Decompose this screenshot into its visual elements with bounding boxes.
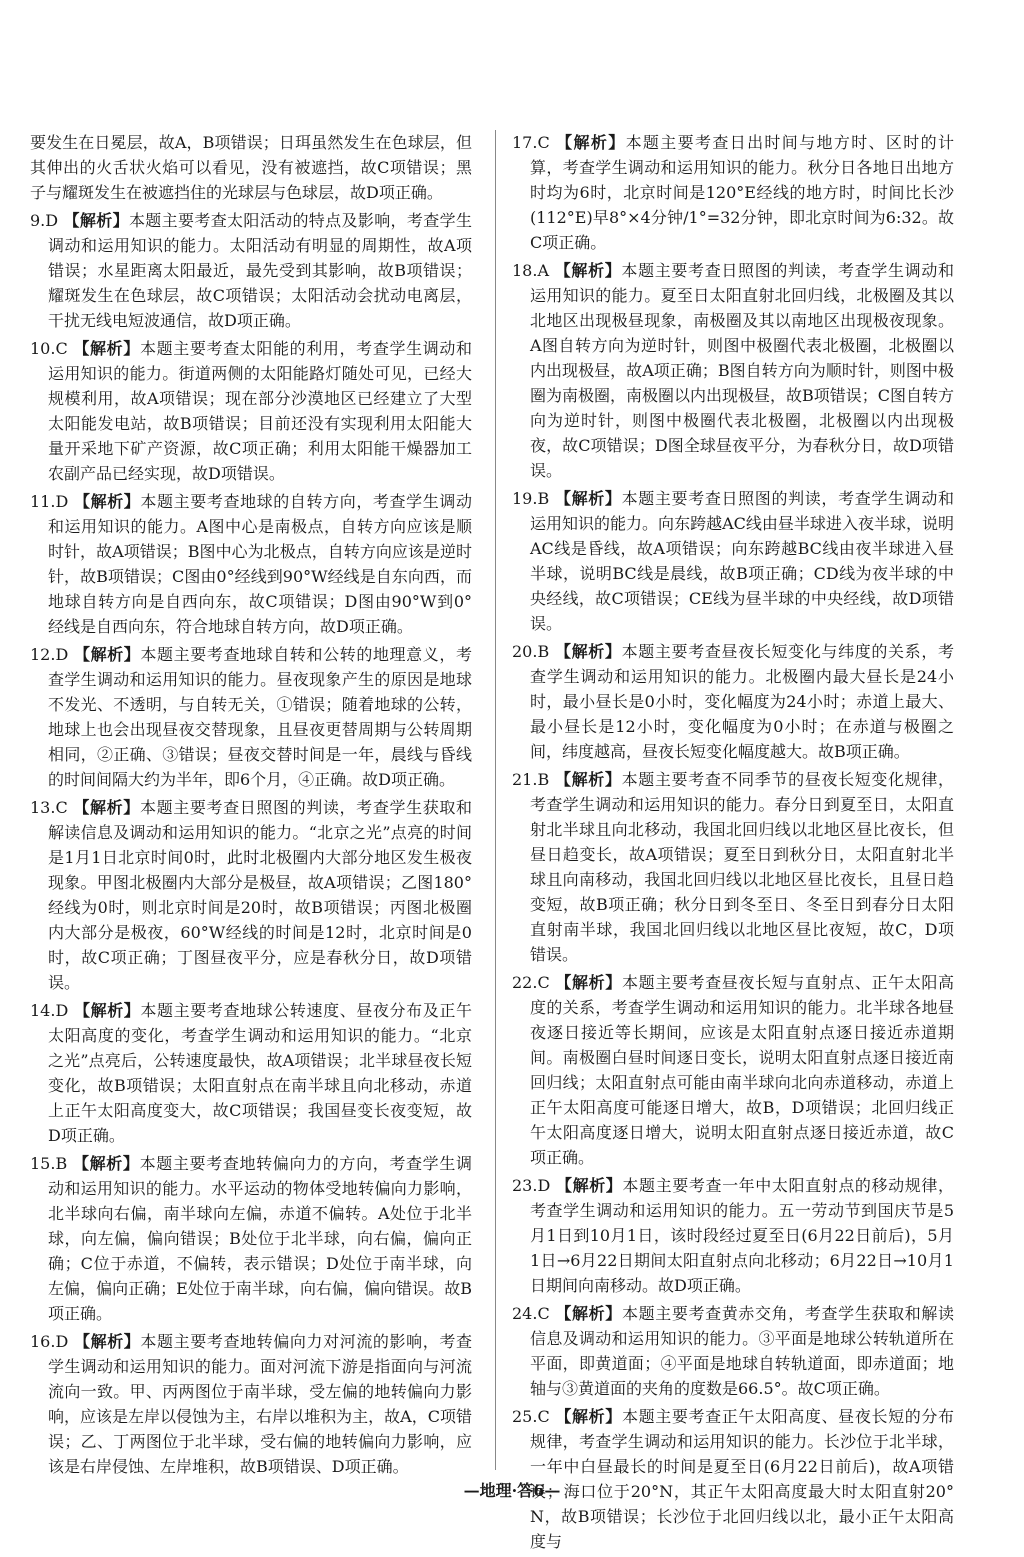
answer-text: 本题主要考查地转偏向力的方向，考查学生调动和运用知识的能力。水平运动的物体受地转偏向力影响，北半球向右偏，南半球向左偏，赤道不偏转。A处位于北半球，向左偏，偏向错误；B处位于北半球，向右偏，偏向正确；C位于赤道，不偏转，表示错误；D处位于南半球，向左偏，偏向正确；E处位于南半球，向右偏，偏向错误。故B项正确。 [48, 1154, 472, 1323]
answer-item [512, 639, 954, 764]
analysis-tag: 【解析】 [555, 1304, 622, 1323]
answer-item [30, 208, 472, 333]
analysis-tag: 【解析】 [73, 492, 141, 511]
answer-item [512, 1301, 954, 1401]
answer-number: 18.A [512, 261, 549, 280]
answer-number: 24.C [512, 1304, 550, 1323]
answer-number: 20.B [512, 642, 550, 661]
answer-number: 25.C [512, 1407, 550, 1426]
answer-text: 本题主要考查地球的自转方向，考查学生调动和运用知识的能力。A图中心是南极点，自转方向应该是顺时针，故A项错误；B图中心为北极点，自转方向应该是逆时针，故B项错误；C图由0°经线到90°W经线是自东向西，而地球自转方向是自西向东，故C项错误；D图由90°W到0°经线是自西向东，符合地球自转方向，故D项正确。 [48, 492, 472, 636]
answer-text: 本题主要考查太阳活动的特点及影响，考查学生调动和运用知识的能力。太阳活动有明显的周期性，故A项错误；水星距离太阳最近，最先受到其影响，故B项错误；耀斑发生在色球层，故C项错误；太阳活动会扰动电离层，干扰无线电短波通信，故D项正确。 [48, 211, 472, 330]
answer-item [30, 642, 472, 792]
analysis-tag: 【解析】 [555, 1176, 623, 1195]
answer-item [512, 486, 954, 636]
answer-item [30, 336, 472, 486]
answer-text: 本题主要考查正午太阳高度、昼夜长短的分布规律，考查学生调动和运用知识的能力。长沙位于北半球，一年中白昼最长的时间是夏至日(6月22日前后)，故A项错误；海口位于20°N，其正午太阳高度最大时太阳直射20°N，故B项错误；长沙位于北回归线以北，最小正午太阳高度与 [530, 1407, 954, 1551]
answer-item [30, 489, 472, 639]
right-column [512, 130, 954, 1557]
answer-number: 16.D [30, 1332, 69, 1351]
answer-text: 本题主要考查地球自转和公转的地理意义，考查学生调动和运用知识的能力。昼夜现象产生的原因是地球不发光、不透明，与自转无关，①错误；随着地球的公转，地球上也会出现昼夜交替现象，且昼夜更替周期与公转周期相同，②正确、③错误；昼夜交替时间是一年，晨线与昏线的时间间隔大约为半年，即6个月，④正确。故D项正确。 [48, 645, 472, 789]
analysis-tag: 【解析】 [73, 339, 140, 358]
answer-text: 本题主要考查日照图的判读，考查学生获取和解读信息及调动和运用知识的能力。“北京之光”点亮的时间是1月1日北京时间0时，此时北极圈内大部分地区发生极夜现象。甲图北极圈内大部分是极昼，故A项错误；乙图180°经线为0时，则北京时间是20时，故B项错误；丙图北极圈内大部分是极夜，60°W经线的时间是12时，北京时间是0时，故C项正确；丁图昼夜平分，应是春秋分日，故D项错误。 [48, 798, 472, 992]
analysis-tag: 【解析】 [555, 973, 622, 992]
left-column [30, 130, 472, 1482]
right-answer-list [512, 130, 954, 1554]
analysis-tag: 【解析】 [73, 1332, 141, 1351]
answer-item [30, 1329, 472, 1479]
answer-number: 14.D [30, 1001, 69, 1020]
analysis-tag: 【解析】 [554, 770, 622, 789]
answer-item [512, 970, 954, 1170]
analysis-tag: 【解析】 [63, 211, 129, 230]
answer-number: 19.B [512, 489, 550, 508]
analysis-tag: 【解析】 [554, 261, 622, 280]
answer-number: 12.D [30, 645, 69, 664]
analysis-tag: 【解析】 [73, 1001, 141, 1020]
analysis-tag: 【解析】 [72, 1154, 140, 1173]
answer-item [512, 1173, 954, 1298]
answer-text: 本题主要考查昼夜长短变化与纬度的关系，考查学生调动和运用知识的能力。北极圈内最大昼长是24小时，最小昼长是0小时，变化幅度为24小时；赤道上最大、最小昼长是12小时，变化幅度为0小时；在赤道与极圈之间，纬度越高，昼夜长短变化幅度越大。故B项正确。 [530, 642, 954, 761]
answer-number: 22.C [512, 973, 550, 992]
continued-paragraph: 要发生在日冕层，故A，B项错误；日珥虽然发生在色球层，但其伸出的火舌状火焰可以看见，没有被遮挡，故C项错误；黑子与耀斑发生在被遮挡住的光球层与色球层，故D项正确。 [30, 133, 472, 202]
answer-text: 本题主要考查日照图的判读，考查学生调动和运用知识的能力。夏至日太阳直射北回归线，北极圈及其以北地区出现极昼现象，南极圈及其以南地区出现极夜现象。A图自转方向为逆时针，则图中极圈代表北极圈，北极圈以内出现极昼，故A项正确；B图自转方向为顺时针，则图中极圈为南极圈，南极圈以内出现极昼，故B项错误；C图自转方向为逆时针，则图中极圈代表北极圈，北极圈以内出现极夜，故C项错误；D图全球昼夜平分，为春秋分日，故D项错误。 [530, 261, 955, 480]
answer-number: 17.C [512, 133, 550, 152]
page-footer: —地理·答6— [463, 1481, 561, 1500]
analysis-tag: 【解析】 [554, 642, 622, 661]
answer-item [30, 1151, 472, 1326]
answer-text: 本题主要考查一年中太阳直射点的移动规律，考查学生调动和运用知识的能力。五一劳动节到国庆节是5月1日到10月1日，该时段经过夏至日(6月22日前后)，5月1日→6月22日期间太阳直射点向北移动；6月22日→10月1日期间向南移动。故D项正确。 [530, 1176, 954, 1295]
analysis-tag: 【解析】 [73, 645, 141, 664]
answer-number: 23.D [512, 1176, 551, 1195]
answer-number: 21.B [512, 770, 550, 789]
answer-text: 本题主要考查地球公转速度、昼夜分布及正午太阳高度的变化，考查学生调动和运用知识的能力。“北京之光”点亮后，公转速度最快，故A项错误；北半球昼夜长短变化，故B项错误；太阳直射点在南半球且向北移动，赤道上正午太阳高度变大，故C项错误；我国昼变长夜变短，故D项正确。 [48, 1001, 472, 1145]
answer-item [512, 258, 954, 483]
left-answer-list [30, 208, 472, 1479]
answer-number: 10.C [30, 339, 68, 358]
answer-text: 本题主要考查日出时间与地方时、区时的计算，考查学生调动和运用知识的能力。秋分日各地日出地方时均为6时，北京时间是120°E经线的地方时，时间比长沙(112°E)早8°×4分钟/1°=32分钟，即北京时间为6:32。故C项正确。 [530, 133, 954, 252]
answer-text: 本题主要考查太阳能的利用，考查学生调动和运用知识的能力。街道两侧的太阳能路灯随处可见，已经大规模利用，故A项错误；现在部分沙漠地区已经建立了大型太阳能发电站，故B项错误；目前还没有实现利用太阳能大量开采地下矿产资源，故C项正确；利用太阳能干燥器加工农副产品已经实现，故D项错误。 [48, 339, 472, 483]
answer-number: 9.D [30, 211, 59, 230]
answer-item [512, 130, 954, 255]
answer-text: 本题主要考查不同季节的昼夜长短变化规律，考查学生调动和运用知识的能力。春分日到夏至日，太阳直射北半球且向北移动，我国北回归线以北地区昼比夜长，但昼日趋变长，故A项错误；夏至日到秋分日，太阳直射北半球且向南移动，我国北回归线以北地区昼比夜长，且昼日趋变短，故B项正确；秋分日到冬至日、冬至日到春分日太阳直射南半球，我国北回归线以北地区昼比夜短，故C，D项错误。 [530, 770, 954, 964]
answer-text: 本题主要考查黄赤交角，考查学生获取和解读信息及调动和运用知识的能力。③平面是地球公转轨道所在平面，即黄道面；④平面是地球自转轨道面，即赤道面；地轴与③黄道面的夹角的度数是66.5°。故C项正确。 [530, 1304, 954, 1398]
answer-number: 15.B [30, 1154, 68, 1173]
analysis-tag: 【解析】 [73, 798, 140, 817]
answer-number: 13.C [30, 798, 68, 817]
answer-text: 本题主要考查昼夜长短与直射点、正午太阳高度的关系，考查学生调动和运用知识的能力。北半球各地昼夜逐日接近等长期间，应该是太阳直射点逐日接近赤道期间。南极圈白昼时间逐日变长，说明太阳直射点逐日接近南回归线；太阳直射点可能由南半球向北向赤道移动，赤道上正午太阳高度可能逐日增大，故B，D项错误；北回归线正午太阳高度逐日增大，说明太阳直射点逐日接近赤道，故C项正确。 [530, 973, 954, 1167]
answer-item [512, 767, 954, 967]
answer-text: 本题主要考查日照图的判读，考查学生调动和运用知识的能力。向东跨越AC线由昼半球进入夜半球，说明AC线是昏线，故A项错误；向东跨越BC线由夜半球进入昼半球，说明BC线是晨线，故B项正确；CD线为夜半球的中央经线，故C项错误；CE线为昼半球的中央经线，故D项错误。 [530, 489, 954, 633]
answer-item [30, 795, 472, 995]
answer-item [30, 998, 472, 1148]
analysis-tag: 【解析】 [556, 133, 626, 152]
answer-number: 11.D [30, 492, 69, 511]
column-divider [495, 130, 496, 1470]
answer-text: 本题主要考查地转偏向力对河流的影响，考查学生调动和运用知识的能力。面对河流下游是指面向与河流流向一致。甲、丙两图位于南半球，受左偏的地转偏向力影响，应该是左岸以侵蚀为主，右岸以堆积为主，故A，C项错误；乙、丁两图位于北半球，受右偏的地转偏向力影响，应该是右岸侵蚀、左岸堆积，故B项错误、D项正确。 [48, 1332, 472, 1476]
analysis-tag: 【解析】 [554, 489, 622, 508]
analysis-tag: 【解析】 [555, 1407, 622, 1426]
